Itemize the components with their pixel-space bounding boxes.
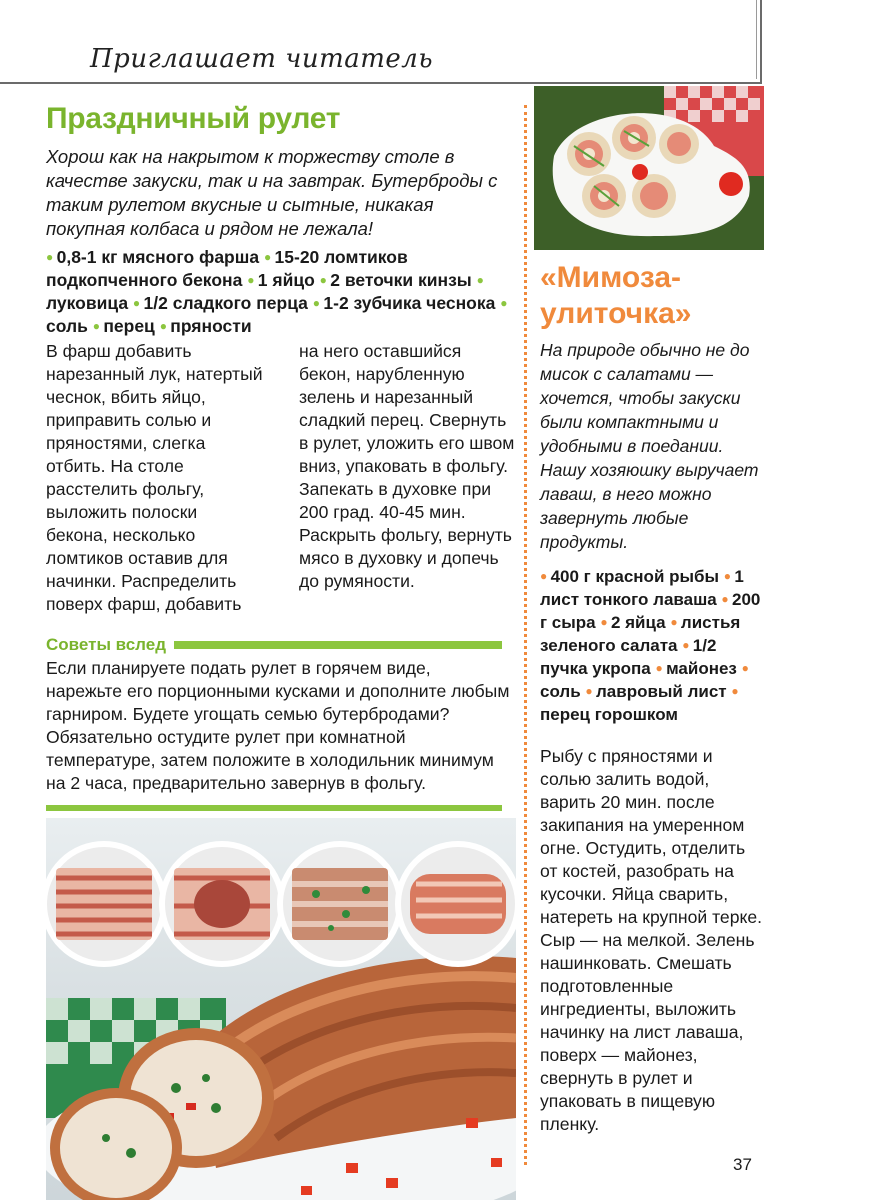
ingredient-item: 400 г красной рыбы	[550, 567, 724, 586]
bullet-dot-icon: ●	[46, 250, 57, 264]
recipe1-ingredients	[46, 246, 516, 338]
ingredient-item: соль	[540, 682, 586, 701]
tips-header	[46, 633, 502, 657]
ingredient-item: 200 г сыра	[540, 590, 761, 632]
meat-roll-photo	[46, 818, 516, 1200]
ingredient-item: перец горошком	[540, 705, 678, 724]
bullet-dot-icon: ●	[247, 273, 258, 287]
recipe2-title: «Мимоза-улиточка»	[540, 261, 692, 330]
bullet-dot-icon: ●	[682, 638, 693, 652]
section-header-title: Приглашает читатель	[90, 44, 434, 74]
ingredient-item: 1/2 сладкого перца	[143, 293, 313, 313]
column-divider	[524, 105, 527, 1165]
ingredient-item: 1-2 зубчика чеснока	[323, 293, 501, 313]
bullet-dot-icon: ●	[731, 684, 739, 698]
tips-title: Советы вслед	[46, 635, 166, 654]
ingredient-item: лавровый лист	[595, 682, 732, 701]
recipe2-steps: Рыбу с пряностями и солью залить водой, варить 20 мин. после закипания на умеренном огне. Остудить, отделить от костей, разобрать на кусочки. Яйца сварить, натереть на крупной терке. Сыр — на мелкой. Зелень нашинковать. Смешать подготовленные ингредиенты, выложить начинку на лист лаваша, поверх — майонез, свернуть в рулет и упаковать в пищевую пленку.	[540, 746, 763, 1134]
ingredient-item: 1 яйцо	[257, 270, 320, 290]
ingredient-item: 1/2 пучка укропа	[540, 636, 717, 678]
page-number: 37	[733, 1155, 752, 1174]
recipe2-intro: На природе обычно не до мисок с салатами — хочется, чтобы закуски были компактными и удобными в поедании. Нашу хозяюшку выручает лаваш, в него можно завернуть любые продукты.	[540, 340, 759, 552]
bullet-dot-icon: ●	[600, 615, 611, 629]
ingredient-item: соль	[46, 316, 93, 336]
bullet-dot-icon: ●	[585, 684, 596, 698]
tips-text: Если планируете подать рулет в горячем виде, нарежьте его порционными кусками и дополните любым гарниром. Будете угощать семью бутербродами? Обязательно остудите рулет при комнатной температуре, затем положите в холодильник минимум на 2 часа, предварительно завернув в фольгу.	[46, 658, 510, 793]
ingredient-item: пряности	[170, 316, 252, 336]
lavash-rolls-photo	[534, 86, 764, 250]
recipe2-ingredients	[540, 565, 766, 726]
bullet-dot-icon: ●	[670, 615, 681, 629]
ingredient-item: перец	[103, 316, 160, 336]
bullet-dot-icon: ●	[319, 273, 331, 287]
ingredient-item: майонез	[666, 659, 742, 678]
bullet-dot-icon: ●	[540, 569, 551, 583]
ingredient-item: 2 веточки кинзы	[330, 270, 477, 290]
bullet-dot-icon: ●	[723, 569, 735, 583]
tips-rule	[46, 805, 502, 811]
bullet-dot-icon: ●	[263, 250, 275, 264]
bullet-dot-icon: ●	[500, 296, 508, 310]
bullet-dot-icon: ●	[132, 296, 144, 310]
recipe1-title: Праздничный рулет	[46, 102, 341, 135]
ingredient-item: луковица	[46, 293, 133, 313]
recipe1-steps: В фарш добавить нарезанный лук, натертый чеснок, вбить яйцо, приправить солью и пряностями, слегка отбить. На столе расстелить фольгу, выложить полоски бекона, несколько ломтиков оставив для начинки. Распределить поверх фарш, добавить на него оставшийся бекон, нарубленную зелень и нарезанный сладкий перец. Свернуть в рулет, уложить его швом вниз, упаковать в фольгу. Запекать в духовке при 200 град. 40-45 мин. Раскрыть фольгу, вернуть мясо в духовку и допечь до румяности.	[46, 341, 515, 614]
ingredient-item: 15-20 ломтиков подкопченного бекона	[46, 247, 408, 290]
bullet-dot-icon: ●	[92, 319, 104, 333]
bullet-dot-icon: ●	[312, 296, 324, 310]
ingredient-item: 2 яйца	[610, 613, 671, 632]
ingredient-item: 0,8-1 кг мясного фарша	[56, 247, 264, 267]
bullet-dot-icon: ●	[741, 661, 749, 675]
ingredient-item: листья зеленого салата	[540, 613, 741, 655]
bullet-dot-icon: ●	[721, 592, 733, 606]
tips-bar	[174, 641, 502, 649]
bullet-dot-icon: ●	[476, 273, 484, 287]
bullet-dot-icon: ●	[159, 319, 171, 333]
bullet-dot-icon: ●	[655, 661, 667, 675]
ingredient-item: 1 лист тонкого лаваша	[540, 567, 744, 609]
recipe1-intro: Хорош как на накрытом к торжеству столе в качестве закуски, так и на завтрак. Бутерброды с таким рулетом вкусные и сытные, никакая покупная колбаса и рядом не лежала!	[46, 146, 498, 239]
